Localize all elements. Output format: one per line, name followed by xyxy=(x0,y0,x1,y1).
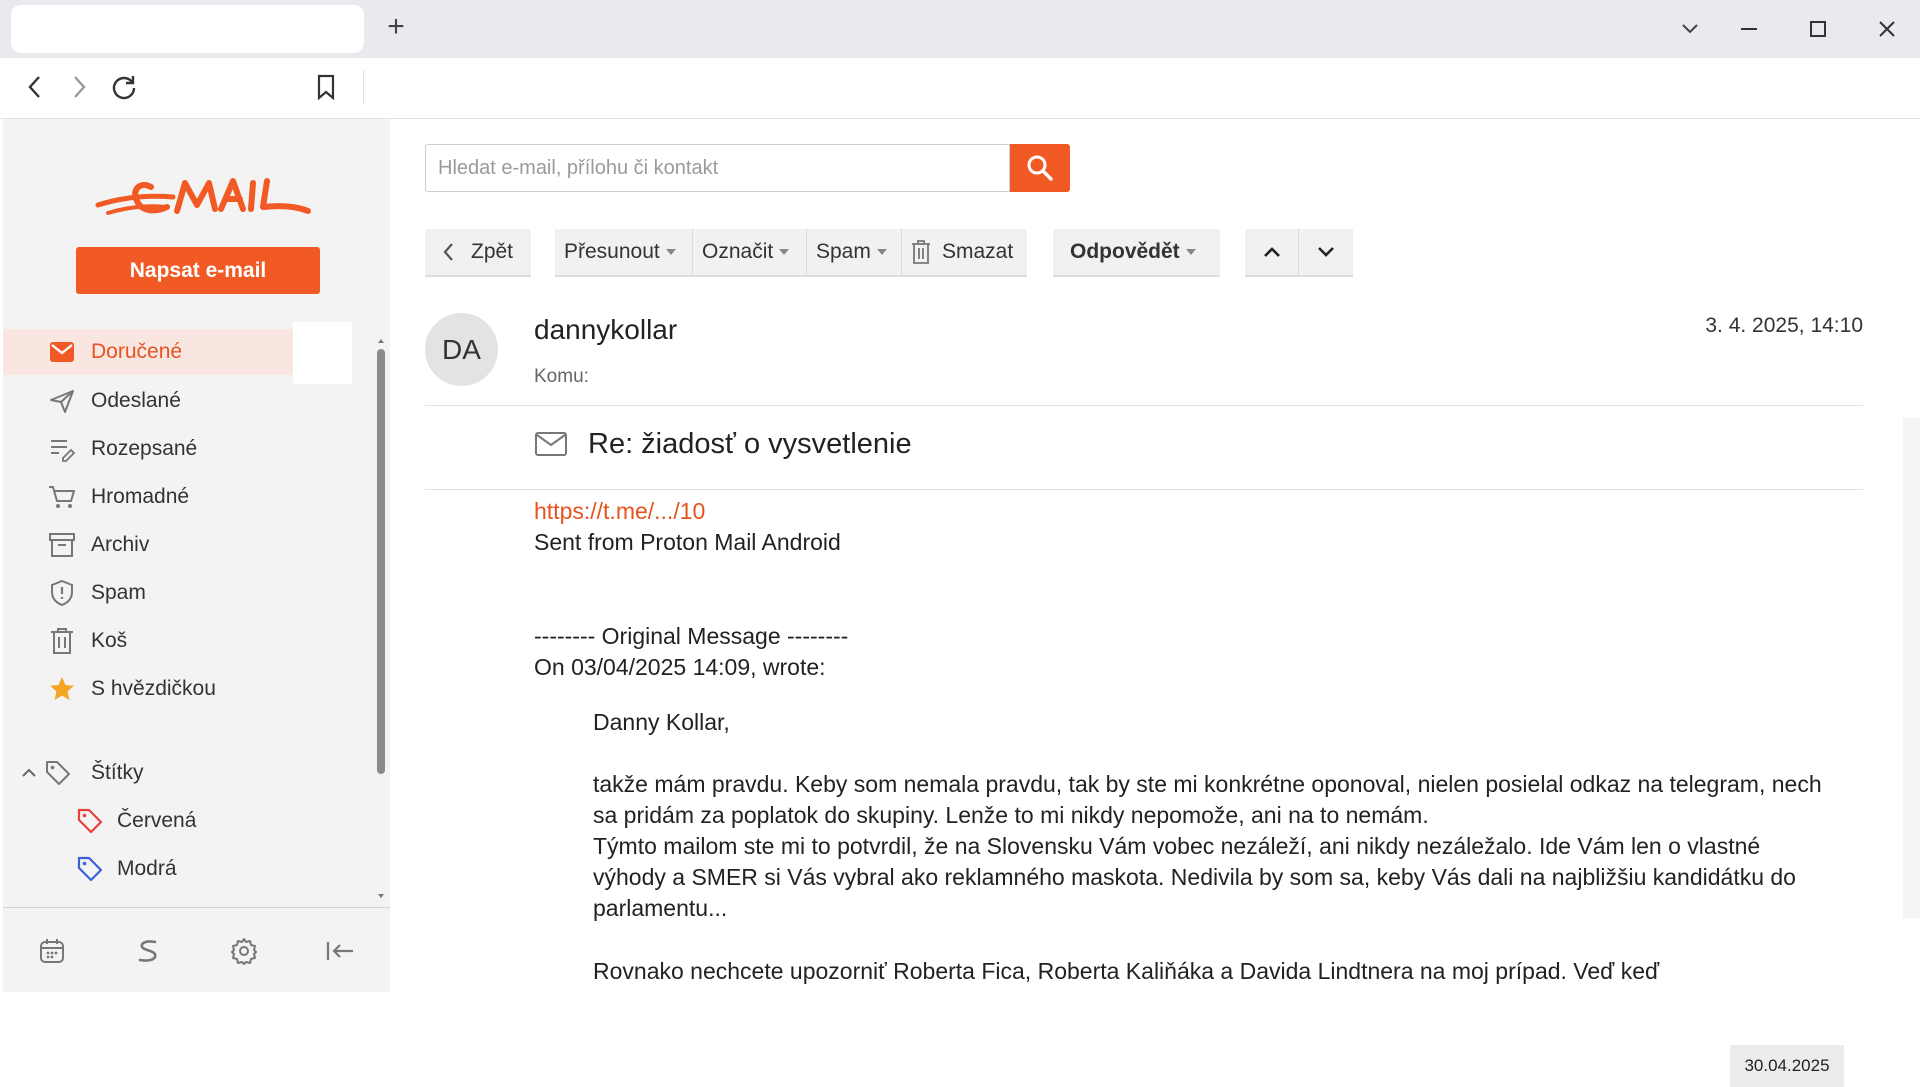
folder-label: Odeslané xyxy=(91,389,181,412)
label-text: Modrá xyxy=(117,857,177,880)
folder-trash[interactable] xyxy=(3,618,293,664)
delete-label: Smazat xyxy=(942,240,1014,263)
search-input[interactable] xyxy=(425,144,1010,192)
chevron-down-icon xyxy=(1317,246,1335,258)
chevron-up-icon[interactable] xyxy=(21,768,45,778)
new-tab-button[interactable]: + xyxy=(387,10,405,43)
star-icon xyxy=(48,675,76,703)
email-logo[interactable] xyxy=(93,167,313,227)
sidebar-bottom-bar xyxy=(3,907,390,992)
folder-inbox[interactable] xyxy=(3,329,293,375)
tag-blue-icon xyxy=(77,856,117,882)
folder-bulk[interactable] xyxy=(3,474,293,520)
folder-label: Spam xyxy=(91,581,146,604)
signature-text: Sent from Proton Mail Android xyxy=(534,529,841,555)
caret-down-icon xyxy=(666,249,676,255)
folder-starred[interactable] xyxy=(3,666,293,712)
divider xyxy=(425,405,1863,406)
mark-label: Označit xyxy=(702,240,774,263)
sidebar-scrollbar-thumb[interactable] xyxy=(377,349,385,774)
envelope-icon xyxy=(534,430,568,458)
caret-down-icon xyxy=(779,249,789,255)
folder-label: Doručené xyxy=(91,340,183,363)
label-red[interactable] xyxy=(77,798,196,844)
chevron-left-icon xyxy=(443,242,455,262)
folder-label: Koš xyxy=(91,629,128,652)
tag-icon xyxy=(45,760,85,786)
folder-label: S hvězdičkou xyxy=(91,677,216,700)
back-arrow-icon[interactable] xyxy=(17,69,53,105)
spam-button[interactable] xyxy=(807,228,902,276)
message-link[interactable]: https://t.me/.../10 xyxy=(534,498,706,524)
send-icon xyxy=(48,387,76,415)
compose-button[interactable]: Napsat e-mail xyxy=(76,247,320,294)
folder-label: Rozepsané xyxy=(91,437,198,460)
archive-icon xyxy=(48,531,76,559)
folder-archive[interactable] xyxy=(3,522,293,568)
search-button[interactable] xyxy=(1010,144,1070,192)
browser-tab-bar xyxy=(0,0,1920,58)
folder-drafts[interactable] xyxy=(3,426,293,472)
reply-button[interactable] xyxy=(1053,229,1220,277)
right-edge-panel xyxy=(1903,418,1920,918)
shield-icon xyxy=(48,579,76,607)
next-message-button[interactable] xyxy=(1299,228,1353,276)
folder-label: Hromadné xyxy=(91,485,190,508)
collapse-sidebar-icon[interactable] xyxy=(317,928,363,974)
tab-list-chevron-icon[interactable] xyxy=(1670,12,1710,46)
labels-header-text: Štítky xyxy=(91,761,144,784)
original-message-header: -------- Original Message -------- xyxy=(534,623,849,649)
spam-label: Spam xyxy=(816,240,871,263)
label-blue[interactable] xyxy=(77,846,177,892)
forward-arrow-icon[interactable] xyxy=(61,69,97,105)
previous-message-button[interactable] xyxy=(1245,228,1299,276)
trash-icon xyxy=(911,240,931,264)
action-button-group xyxy=(555,229,1027,277)
avatar: DA xyxy=(425,313,498,386)
close-window-icon[interactable] xyxy=(1867,12,1907,46)
caret-down-icon xyxy=(877,249,887,255)
bookmark-icon[interactable] xyxy=(308,69,344,105)
calendar-icon[interactable] xyxy=(29,928,75,974)
seznam-s-icon[interactable] xyxy=(125,928,171,974)
back-button[interactable] xyxy=(425,229,531,277)
maximize-icon[interactable] xyxy=(1798,12,1838,46)
folder-label: Archiv xyxy=(91,533,150,556)
reload-icon[interactable] xyxy=(106,69,142,105)
folder-spam[interactable] xyxy=(3,570,293,616)
quote-paragraph: Týmto mailom ste mi to potvrdil, že na Slovensku Vám vobec nezáleží, ani nikdy nezáležalo. Ide Vám len o vlastné výhody a SMER si Vás vybral ako reklamného maskota. Nedivila by som sa, keby Vás dali na najbližšiu kandidátku do parlamentu... xyxy=(593,833,1796,921)
move-label: Přesunout xyxy=(564,240,660,263)
message-subject: Re: žiadosť o vysvetlenie xyxy=(588,428,912,460)
delete-button[interactable] xyxy=(902,228,1027,276)
gear-icon[interactable] xyxy=(221,928,267,974)
caret-down-icon xyxy=(1186,249,1196,255)
move-button[interactable] xyxy=(555,228,693,276)
to-label: Komu: xyxy=(534,366,589,387)
sender-name[interactable]: dannykollar xyxy=(534,314,678,345)
reply-label: Odpovědět xyxy=(1070,240,1180,263)
message-date: 3. 4. 2025, 14:10 xyxy=(1705,314,1863,337)
minimize-icon[interactable] xyxy=(1729,12,1769,46)
divider xyxy=(425,489,1863,490)
browser-tab[interactable] xyxy=(11,5,364,53)
nav-separator xyxy=(363,70,364,104)
label-text: Červená xyxy=(117,809,197,832)
folder-highlight-gap xyxy=(293,322,352,384)
chevron-up-icon xyxy=(1263,246,1281,258)
trash-icon xyxy=(48,627,76,655)
inbox-icon xyxy=(48,338,76,366)
browser-nav-bar xyxy=(0,58,1920,119)
search-icon xyxy=(1026,154,1054,182)
nav-message-group xyxy=(1245,229,1353,277)
taskbar-date: 30.04.2025 xyxy=(1730,1045,1844,1087)
quote-paragraph: Rovnako nechcete upozorniť Roberta Fica, Roberta Kaliňáka a Davida Lindtnera na moj prípad. Veď keď xyxy=(593,958,1660,984)
mark-button[interactable] xyxy=(693,228,807,276)
quote-paragraph: takže mám pravdu. Keby som nemala pravdu, tak by ste mi konkrétne oponoval, nielen posielal odkaz na telegram, nech sa pridám za poplatok do skupiny. Lenže to mi nikdy nepomože, ani na to nemám. xyxy=(593,771,1822,828)
original-message-meta: On 03/04/2025 14:09, wrote: xyxy=(534,654,826,680)
tag-red-icon xyxy=(77,808,117,834)
folder-sent[interactable] xyxy=(3,378,293,424)
cart-icon xyxy=(48,483,76,511)
draft-icon xyxy=(48,435,76,463)
quote-greeting: Danny Kollar, xyxy=(593,709,730,735)
back-label: Zpět xyxy=(471,240,514,263)
labels-header[interactable] xyxy=(21,750,144,796)
sidebar xyxy=(3,119,390,992)
